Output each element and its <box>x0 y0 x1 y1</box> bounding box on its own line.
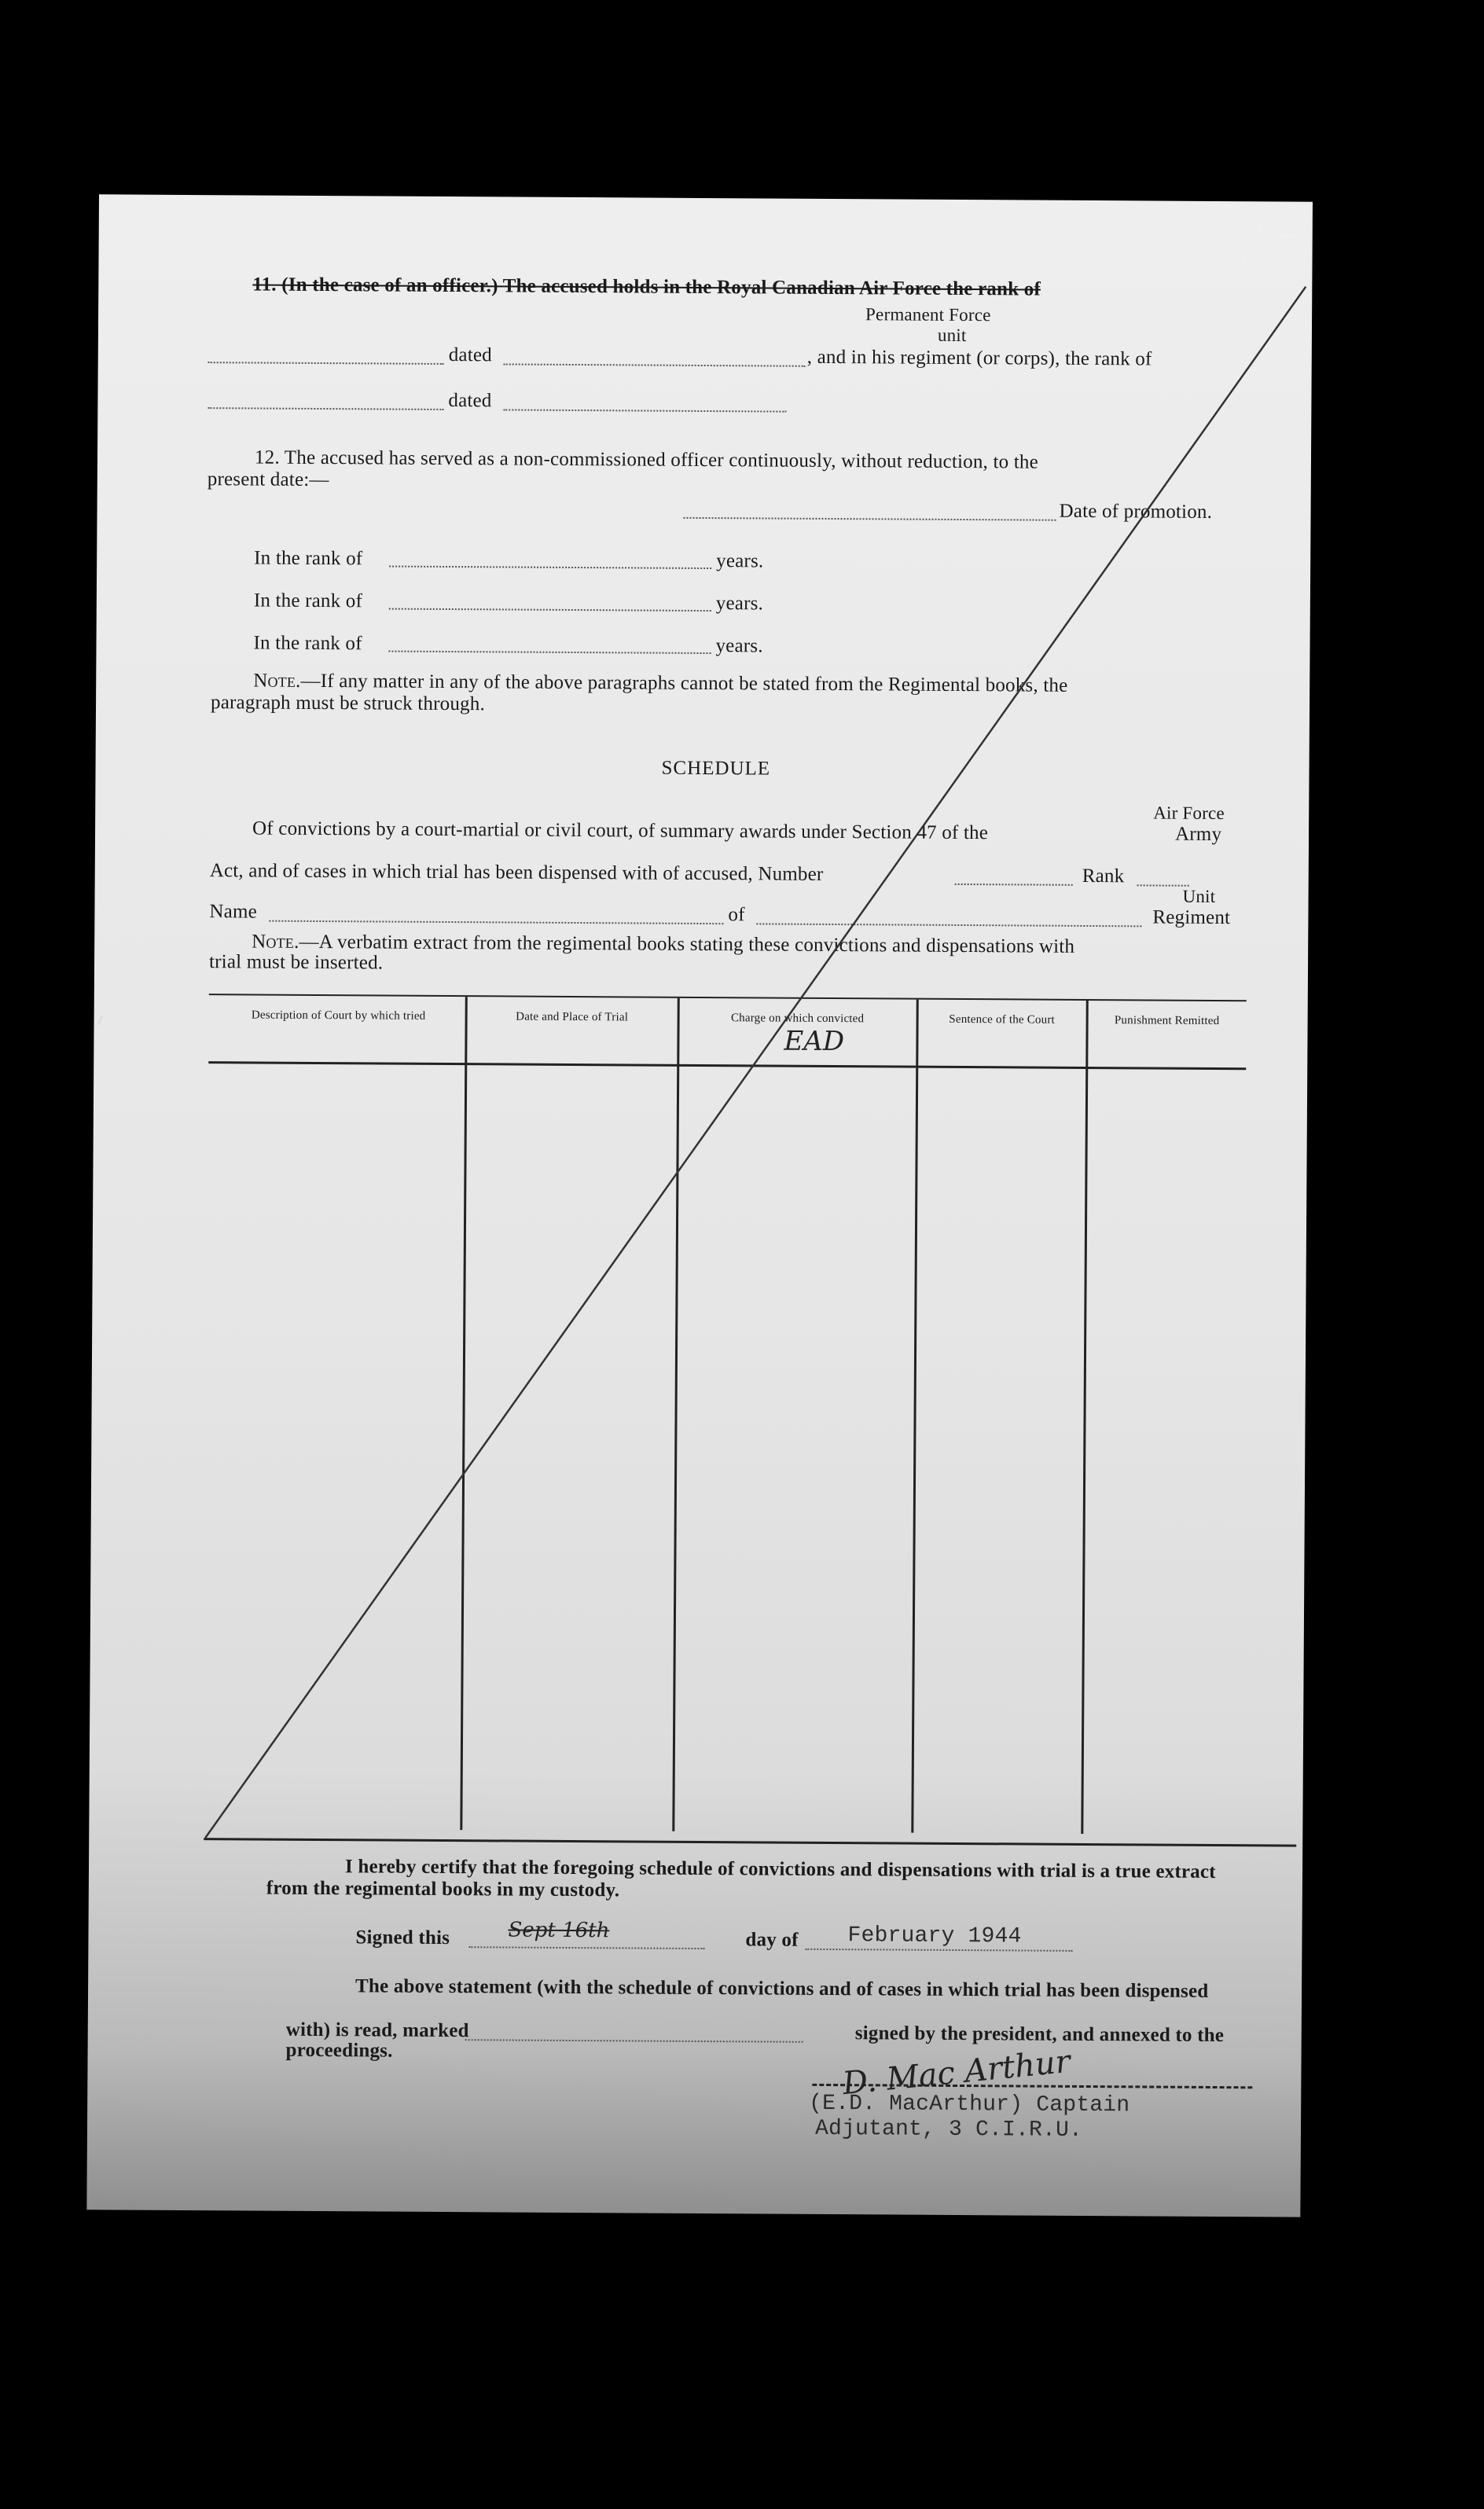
scan-speck <box>1258 225 1262 229</box>
rank-label-1: In the rank of <box>254 547 363 570</box>
note-label: Note. <box>252 931 299 953</box>
statement-line2b: signed by the president, and annexed to the <box>854 2022 1225 2047</box>
typed-name: (E.D. MacArthur) Captain <box>809 2091 1130 2118</box>
army-label: Army <box>1174 823 1222 846</box>
note-text: —A verbatim extract from the regimental books stating these convictions and dispensations with <box>299 931 1075 957</box>
header-sentence: Sentence of the Court <box>949 1012 1055 1027</box>
air-force-label: Air Force <box>1153 803 1225 824</box>
schedule-note-line2: trial must be inserted. <box>208 951 384 974</box>
years-label-3: years. <box>715 635 763 657</box>
diagonal-strike-line <box>86 194 1313 2217</box>
statement-line3: proceedings. <box>285 2039 393 2062</box>
rank-label-2: In the rank of <box>253 590 363 612</box>
unit-label: unit <box>937 325 967 346</box>
signed-this-label: Signed this <box>355 1927 450 1949</box>
scan-speck <box>1242 256 1245 259</box>
header-date-place: Date and Place of Trial <box>516 1010 629 1024</box>
para11-text: 11. (In the case of an officer.) The accused holds in the Royal Canadian Air Force the rank of <box>252 274 1041 300</box>
regiment-label: Regiment <box>1152 906 1231 929</box>
para12-line2: present date:— <box>207 468 329 491</box>
dated-label-2: dated <box>448 390 492 412</box>
schedule-line2: Act, and of cases in which trial has been dispensed with of accused, Number <box>209 860 824 885</box>
date-of-promotion-label: Date of promotion. <box>1059 500 1213 523</box>
month-year: February 1944 <box>847 1923 1022 1949</box>
statement-line2a: with) is read, marked <box>285 2019 469 2042</box>
of-label: of <box>728 904 745 926</box>
note-text: —If any matter in any of the above paragraphs cannot be stated from the Regimental books, the <box>300 670 1068 696</box>
certify-line2: from the regimental books in my custody. <box>266 1877 620 1901</box>
header-punishment: Punishment Remitted <box>1114 1014 1220 1028</box>
document-page <box>86 194 1313 2217</box>
handwritten-signature: D. Mac Arthur <box>840 2043 1072 2103</box>
header-charge: Charge on which convicted <box>730 1012 865 1026</box>
statement-line1: The above statement (with the schedule of convictions and of cases in which trial has been dispensed <box>355 1975 1209 2002</box>
name-label: Name <box>209 901 258 923</box>
rank-label: Rank <box>1082 865 1125 887</box>
unit-label-2: Unit <box>1182 886 1216 906</box>
certify-line1: I hereby certify that the foregoing schedule of convictions and dispensations with trial is a true extract <box>344 1856 1216 1883</box>
permanent-force-label: Permanent Force <box>865 304 991 325</box>
dated-label: dated <box>448 344 492 366</box>
day-of-label: day of <box>745 1929 799 1951</box>
handwritten-initials: EAD <box>784 1025 845 1058</box>
schedule-line1: Of convictions by a court-martial or civil court, of summary awards under Section 47 of the <box>252 817 989 844</box>
years-label-2: years. <box>715 593 764 615</box>
years-label-1: years. <box>716 550 764 572</box>
scan-speck <box>1281 234 1294 237</box>
para12-line1: 12. The accused has served as a non-commissioned officer continuously, without reduction, to the <box>254 446 1039 473</box>
note1-line2: paragraph must be struck through. <box>210 692 486 715</box>
schedule-title: SCHEDULE <box>661 757 771 780</box>
note-label: Note. <box>253 670 301 692</box>
header-court: Description of Court by which tried <box>251 1008 426 1023</box>
typed-title: Adjutant, 3 C.I.R.U. <box>814 2116 1083 2143</box>
rank-label-3: In the rank of <box>253 632 362 655</box>
regiment-rank-text: , and in his regiment (or corps), the rank of <box>806 346 1152 370</box>
signed-day: Sept 16th <box>508 1918 610 1943</box>
